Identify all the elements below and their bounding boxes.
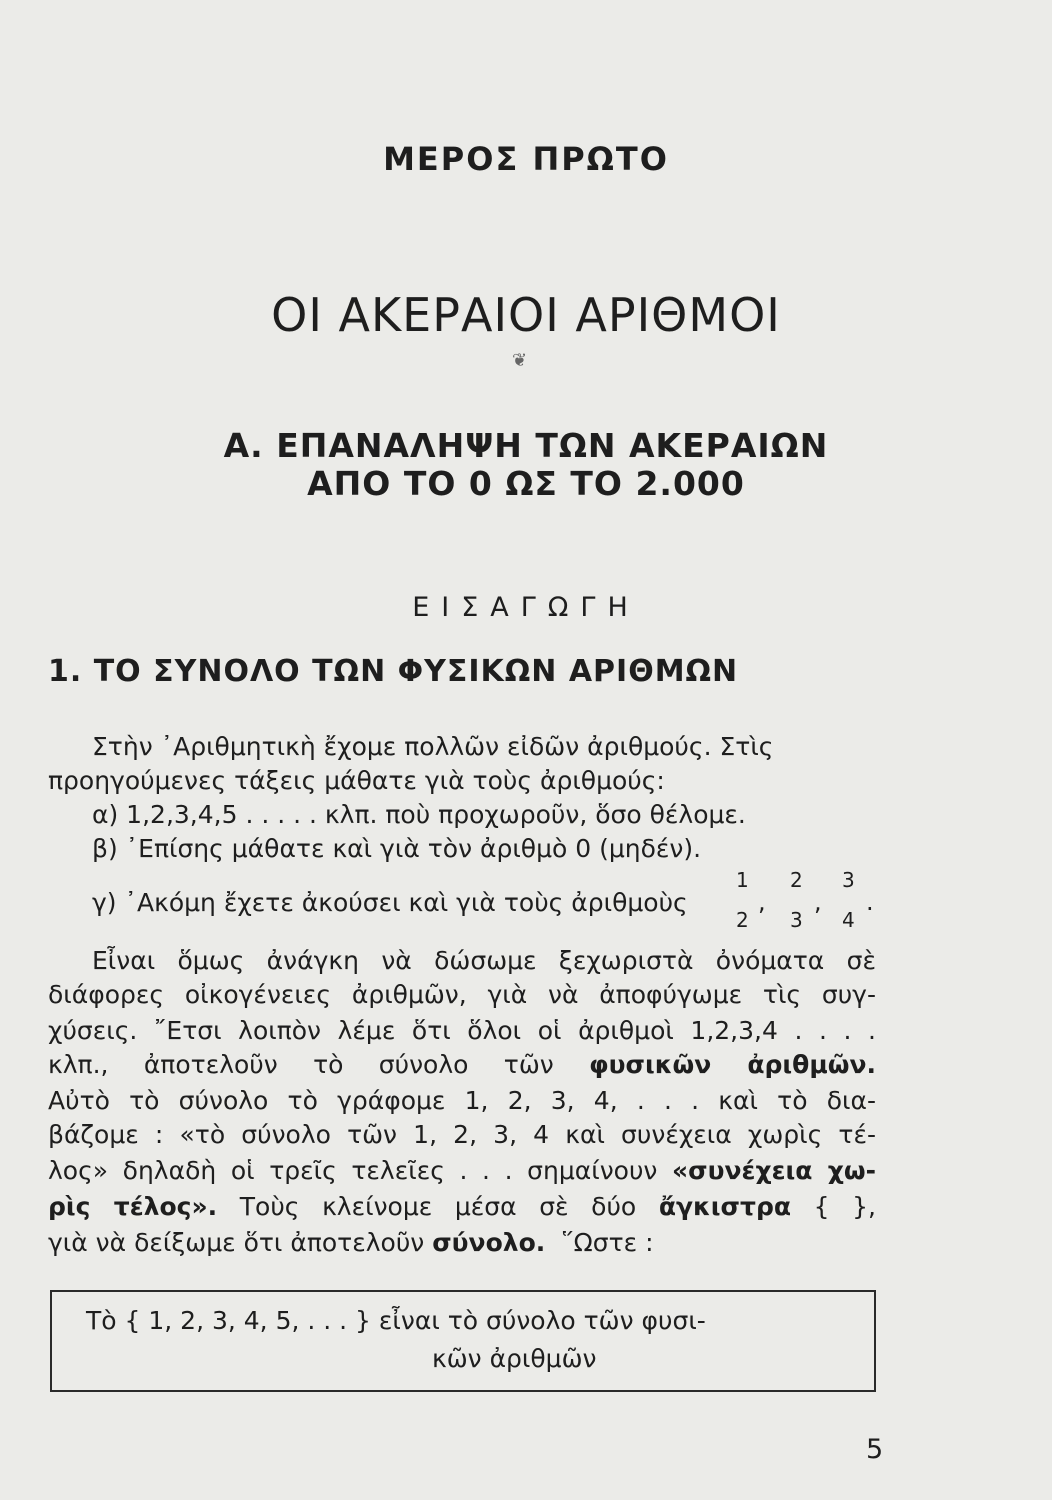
para2-line8-text: Τοὺς κλείνομε μέσα σὲ δύο [239, 1192, 637, 1221]
para1-item-b: β) ᾿Επίσης μάθατε καὶ γιὰ τὸν ἀριθμὸ 0 (μηδέν). [92, 834, 702, 863]
para2-line5: Αὐτὸ τὸ σύνολο τὸ γράφομε 1, 2, 3, 4, . . . καὶ τὸ δια- [48, 1086, 876, 1115]
box-line1: Τὸ { 1, 2, 3, 4, 5, . . . } εἶναι τὸ σύνολο τῶν φυσι- [86, 1306, 706, 1335]
para2-line1: Εἶναι ὅμως ἀνάγκη νὰ δώσωμε ξεχωριστὰ ὀνόματα σὲ [92, 946, 876, 975]
para2-line9-text: γιὰ νὰ δείξωμε ὅτι ἀποτελοῦν [48, 1228, 425, 1257]
para2-line4-text: κλπ., ἀποτελοῦν τὸ σύνολο τῶν [48, 1050, 554, 1079]
para2-line9 [48, 1228, 654, 1257]
para2-line8 [48, 1192, 876, 1221]
section-heading-line1: Α. ΕΠΑΝΑΛΗΨΗ ΤΩΝ ΑΚΕΡΑΙΩΝ [223, 426, 829, 465]
para2-line7 [48, 1156, 876, 1185]
para2-line2: διάφορες οἰκογένειες ἀριθμῶν, γιὰ νὰ ἀποφύγωμε τὶς συγ- [48, 980, 876, 1009]
fraction-period: . [866, 888, 874, 916]
fraction-separator: , [758, 888, 766, 916]
intro-heading: ΕΙΣΑΓΩΓΗ [412, 592, 640, 623]
fraction-1-numerator: 1 [736, 868, 749, 892]
para2-line6: βάζομε : «τὸ σύνολο τῶν 1, 2, 3, 4 καὶ συνέχεια χωρὶς τέ- [48, 1120, 876, 1149]
term-continuation: «συνέχεια χω- [672, 1156, 876, 1185]
braces-symbol: { }, [813, 1192, 876, 1221]
para1-item-c: γ) ᾿Ακόμη ἔχετε ἀκούσει καὶ γιὰ τοὺς ἀριθμοὺς [92, 888, 688, 917]
fraction-1-denominator: 2 [736, 908, 749, 932]
definition-box [50, 1290, 876, 1392]
para1-item-a: α) 1,2,3,4,5 . . . . . κλπ. ποὺ προχωροῦν, ὅσο θέλομε. [92, 800, 746, 829]
para1-line1: Στὴν ᾿Αριθμητικὴ ἔχομε πολλῶν εἰδῶν ἀριθμούς. Στὶς [92, 732, 774, 761]
subsection-heading: 1. ΤΟ ΣΥΝΟΛΟ ΤΩΝ ΦΥΣΙΚΩΝ ΑΡΙΘΜΩΝ [48, 654, 739, 689]
fraction-3-numerator: 3 [842, 868, 855, 892]
term-continuation-end: ρὶς τέλος». [48, 1192, 218, 1221]
term-set: σύνολο. [432, 1228, 546, 1257]
para2-line3: χύσεις. ῎Ετσι λοιπὸν λέμε ὅτι ὅλοι οἱ ἀριθμοὶ 1,2,3,4 . . . . [48, 1016, 876, 1045]
para2-line9-end: ῞Ωστε : [561, 1228, 654, 1257]
term-natural-numbers: φυσικῶν ἀριθμῶν. [589, 1050, 877, 1079]
part-title: ΜΕΡΟΣ ΠΡΩΤΟ [383, 140, 669, 178]
section-heading-line2: ΑΠΟ ΤΟ 0 ΩΣ ΤΟ 2.000 [307, 464, 745, 503]
para2-line7-text: λος» δηλαδὴ οἱ τρεῖς τελεῖες . . . σημαίνουν [48, 1156, 658, 1185]
ornament-icon: ❦ [512, 350, 528, 371]
term-braces: ἄγκιστρα [658, 1192, 792, 1221]
fraction-separator: , [814, 888, 822, 916]
fraction-2-numerator: 2 [790, 868, 803, 892]
box-line2: κῶν ἀριθμῶν [432, 1344, 597, 1373]
fraction-2-denominator: 3 [790, 908, 803, 932]
main-title: ΟΙ ΑΚΕΡΑΙΟΙ ΑΡΙΘΜΟΙ [271, 288, 781, 342]
fraction-3-denominator: 4 [842, 908, 855, 932]
page-number: 5 [866, 1434, 884, 1465]
para1-line2: προηγούμενες τάξεις μάθατε γιὰ τοὺς ἀριθμούς: [48, 766, 665, 795]
para2-line4 [48, 1050, 876, 1079]
